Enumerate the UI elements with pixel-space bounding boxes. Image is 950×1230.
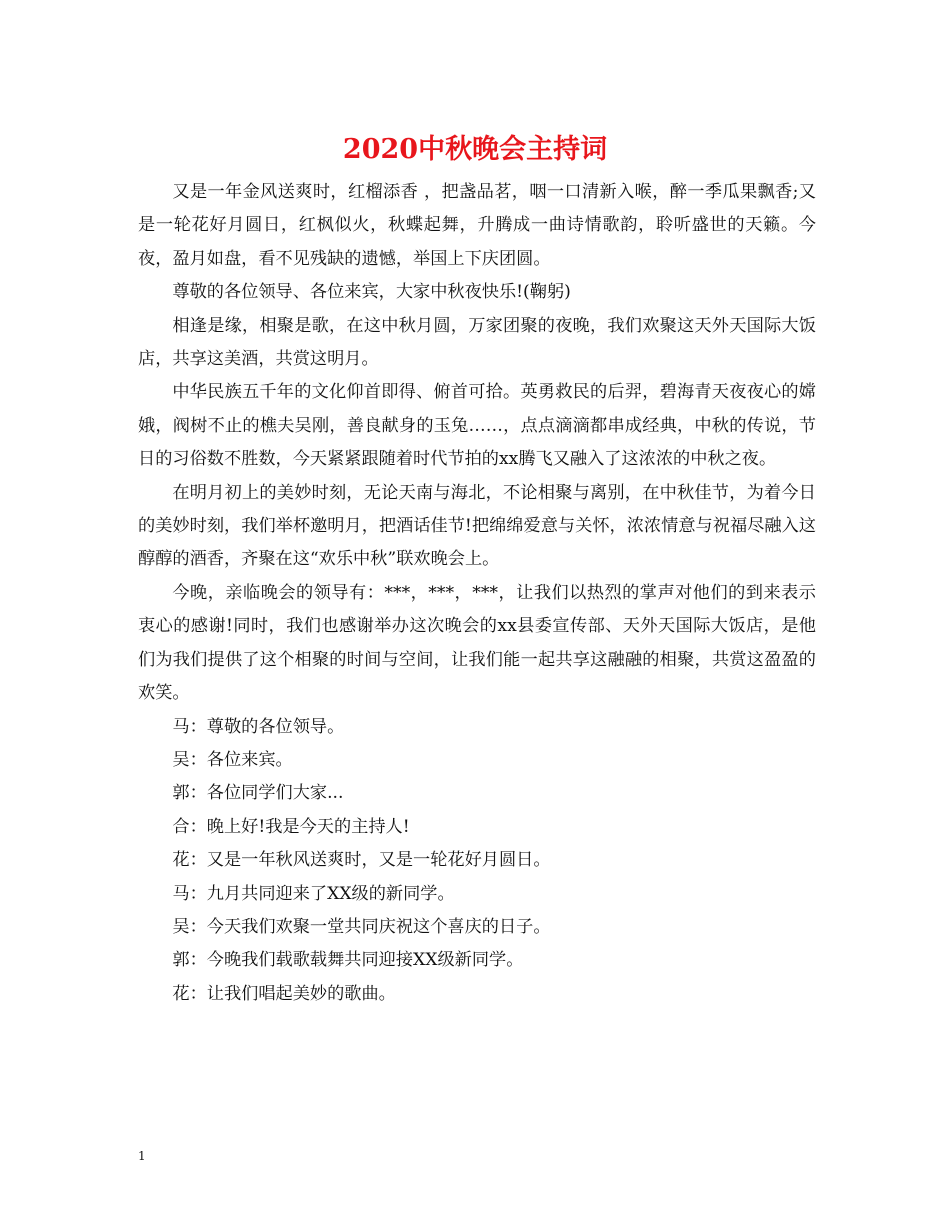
dialogue-line: 吴：各位来宾。 [172,749,293,770]
dialogue-line: 花：让我们唱起美妙的歌曲。 [172,983,396,1004]
dialogue-line: 花：又是一年秋风送爽时，又是一轮花好月圆日。 [172,850,551,871]
paragraph: 今晚，亲临晚会的领导有：***，***，***，让我们以热烈的掌声对他们的到来表示衷心的感谢!同时，我们也感谢举办这次晚会的xx县委宣传部、天外天国际大饭店，是他们为我们提供了这个相聚的时间与空间，让我们能一起共享这融融的相聚，共赏这盈盈的欢笑。 [138,582,816,704]
dialogue-line: 郭：今晚我们载歌载舞共同迎接XX级新同学。 [172,950,524,971]
dialogue-line: 马：九月共同迎来了XX级的新同学。 [172,883,455,904]
document-body [138,176,816,1011]
paragraph: 又是一年金风送爽时，红榴添香 ，把盏品茗，咽一口清新入喉，醉一季瓜果飘香;又是一轮花好月圆日，红枫似火，秋蝶起舞，升腾成一曲诗情歌韵，聆听盛世的天籁。今夜，盈月如盘，看不见残缺的遗憾，举国上下庆团圆。 [138,182,816,269]
dialogue-line: 郭：各位同学们大家... [172,783,344,804]
dialogue-line: 马：尊敬的各位领导。 [172,716,345,737]
paragraph: 相逢是缘，相聚是歌，在这中秋月圆，万家团聚的夜晚，我们欢聚这天外天国际大饭店，共享这美酒，共赏这明月。 [138,315,816,370]
paragraph: 中华民族五千年的文化仰首即得、俯首可拾。英勇救民的后羿，碧海青天夜夜心的嫦娥，阀树不止的樵夫吴刚，善良献身的玉兔……，点点滴滴都串成经典，中秋的传说，节日的习俗数不胜数，今天紧紧跟随着时代节拍的xx腾飞又融入了这浓浓的中秋之夜。 [138,382,816,470]
paragraph: 尊敬的各位领导、各位来宾，大家中秋夜快乐!(鞠躬) [172,282,571,303]
dialogue-line: 吴：今天我们欢聚一堂共同庆祝这个喜庆的日子。 [172,916,551,937]
dialogue-line: 合：晚上好!我是今天的主持人! [172,816,410,837]
paragraph: 在明月初上的美妙时刻，无论天南与海北，不论相聚与离别，在中秋佳节，为着今日的美妙时刻，我们举杯邀明月，把酒话佳节!把绵绵爱意与关怀，浓浓情意与祝福尽融入这醇醇的酒香，齐聚在这“欢乐中秋”联欢晚会上。 [138,482,816,570]
page-number: 1 [138,1149,146,1163]
document-title: 2020中秋晚会主持词 [342,134,608,165]
